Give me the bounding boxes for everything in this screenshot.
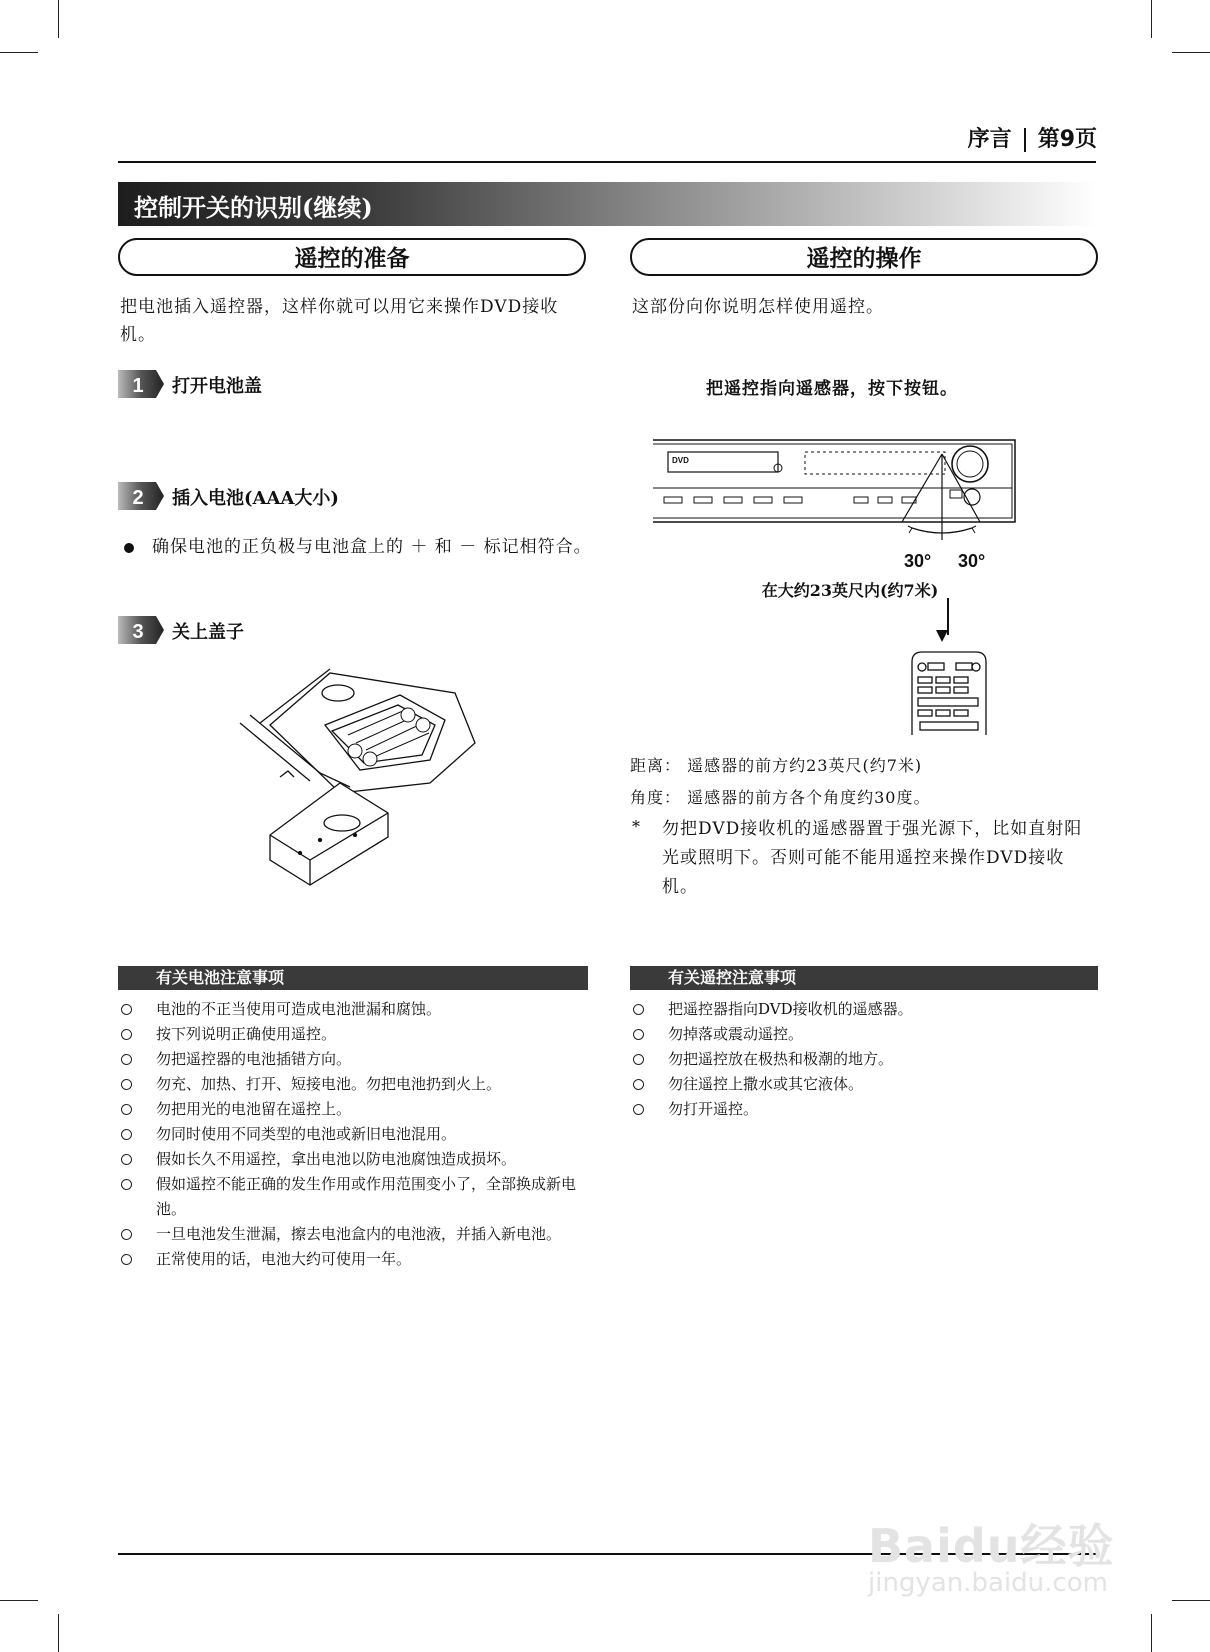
list-item: 假如遥控不能正确的发生作用或作用范围变小了，全部换成新电池。	[118, 1172, 592, 1222]
remote-notes-list	[630, 997, 1100, 1122]
crop-mark	[1151, 0, 1152, 38]
section-banner	[118, 182, 1096, 226]
right-intro: 这部份向你说明怎样使用遥控。	[632, 297, 884, 317]
section-name: 序言	[967, 127, 1012, 152]
crop-mark	[0, 1600, 38, 1601]
remote-notes-title: 有关遥控注意事项	[630, 966, 1098, 990]
remote-control-illustration	[912, 652, 986, 735]
page-number: 第9页	[1037, 127, 1097, 152]
list-item: 假如长久不用遥控，拿出电池以防电池腐蚀造成损坏。	[118, 1147, 592, 1172]
list-item: 电池的不正当使用可造成电池泄漏和腐蚀。	[118, 997, 592, 1022]
aim-instruction: 把遥控指向遥感器，按下按钮。	[706, 379, 958, 399]
left-section-pill: 遥控的准备	[118, 238, 586, 276]
header-divider	[1024, 128, 1026, 152]
list-item: 勿把遥控器的电池插错方向。	[118, 1047, 592, 1072]
right-section-pill: 遥控的操作	[630, 238, 1098, 276]
sunlight-warning: 勿把DVD接收机的遥感器置于强光源下，比如直射阳光或照明下。否则可能不能用遥控来操作DVD接收机。	[662, 819, 1083, 897]
list-item: 把遥控器指向DVD接收机的遥感器。	[630, 997, 1100, 1022]
list-item: 勿把用光的电池留在遥控上。	[118, 1097, 592, 1122]
list-item: 勿往遥控上撒水或其它液体。	[630, 1072, 1100, 1097]
list-item: 正常使用的话，电池大约可使用一年。	[118, 1247, 592, 1272]
warning-asterisk: *	[632, 817, 640, 836]
remote-range-diagram	[650, 430, 1030, 735]
direction-arrow-icon	[936, 630, 948, 642]
list-item: 勿把遥控放在极热和极潮的地方。	[630, 1047, 1100, 1072]
list-item: 勿充、加热、打开、短接电池。勿把电池扔到火上。	[118, 1072, 592, 1097]
step-1-badge	[118, 370, 164, 398]
list-item: 勿掉落或震动遥控。	[630, 1022, 1100, 1047]
step-1-number: 1	[132, 375, 144, 397]
left-intro: 把电池插入遥控器，这样你就可以用它来操作DVD接收机。	[120, 297, 559, 345]
range-label: 在大约23英尺内(约7米)	[761, 581, 939, 600]
step-3-badge	[118, 616, 164, 644]
baidu-watermark-url: jingyan.baidu.com	[868, 1568, 1108, 1598]
angle-right-label: 30°	[958, 551, 986, 571]
step-2-label: 插入电池(AAA大小)	[172, 488, 339, 509]
battery-insertion-illustration	[230, 665, 490, 905]
polarity-note: 确保电池的正负极与电池盒上的 ＋ 和 － 标记相符合。	[152, 537, 592, 557]
list-item: 勿打开遥控。	[630, 1097, 1100, 1122]
crop-mark	[0, 52, 38, 53]
device-logo: DVD	[672, 456, 689, 465]
header-rule	[118, 161, 1096, 163]
step-2-number: 2	[132, 487, 144, 509]
baidu-watermark: Baidu经验	[868, 1519, 1115, 1573]
list-item: 按下列说明正确使用遥控。	[118, 1022, 592, 1047]
list-item: 一旦电池发生泄漏，擦去电池盒内的电池液，并插入新电池。	[118, 1222, 592, 1247]
crop-mark	[1151, 1614, 1152, 1652]
crop-mark	[1172, 52, 1210, 53]
step-3-number: 3	[132, 621, 144, 643]
banner-title: 控制开关的识别(继续)	[134, 193, 373, 222]
battery-notes-list	[118, 997, 592, 1272]
page-header	[968, 122, 1097, 153]
battery-notes-title: 有关电池注意事项	[118, 966, 588, 990]
crop-mark	[58, 0, 59, 38]
angle-spec: 角度： 遥感器的前方各个角度约30度。	[630, 788, 931, 807]
distance-spec: 距离： 遥感器的前方约23英尺(约7米)	[630, 756, 923, 775]
bullet-dot	[124, 543, 134, 553]
step-1-label: 打开电池盖	[172, 376, 262, 397]
crop-mark	[1172, 1600, 1210, 1601]
angle-left-label: 30°	[904, 551, 932, 571]
step-2-badge	[118, 482, 164, 510]
crop-mark	[58, 1614, 59, 1652]
step-3-label: 关上盖子	[172, 622, 244, 643]
list-item: 勿同时使用不同类型的电池或新旧电池混用。	[118, 1122, 592, 1147]
